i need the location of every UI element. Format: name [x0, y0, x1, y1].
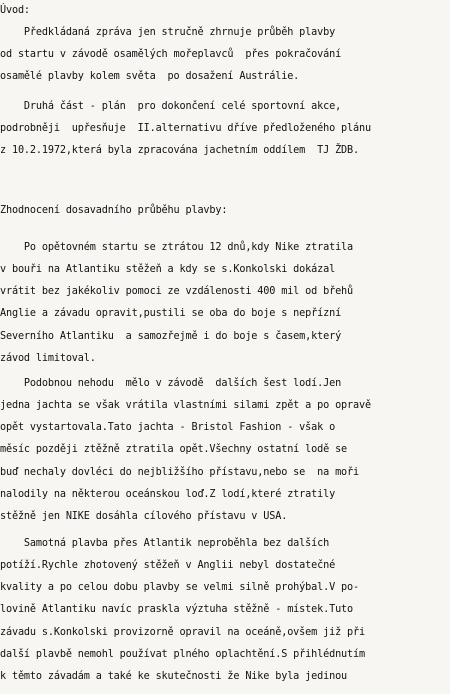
text-line: Anglie a závadu opravit,pustili se oba do boje s nepřízní	[0, 308, 342, 319]
text-line: opět vystartovala.Tato jachta - Bristol Fashion - však o	[0, 422, 336, 433]
text-line: Severního Atlantiku a samozřejmě i do boje s časem,který	[0, 331, 342, 342]
text-line: z 10.2.1972,která byla zpracována jachetním oddílem TJ ŽDB.	[0, 145, 360, 156]
text-line: závadu s.Konkolski provizorně opravil na oceáně,ovšem již při	[0, 627, 365, 638]
text-line: závod limitoval.	[0, 353, 96, 364]
text-line: Po opětovném startu se ztrátou 12 dnů,kdy Nike ztratila	[0, 242, 354, 253]
text-line: Předkládaná zpráva jen stručně zhrnuje průběh plavby	[0, 27, 336, 38]
text-line: od startu v závodě osamělých mořeplavců přes pokračování	[0, 49, 342, 60]
text-line: kvality a po celou dobu plavby se velmi silně prohýbal.V po-	[0, 582, 360, 593]
heading-zhodnoceni: Zhodnocení dosavadního průběhu plavby:	[0, 205, 228, 216]
text-line: nalodily na některou oceánskou loď.Z lodí,které ztratily	[0, 489, 336, 500]
text-line: stěžně jen NIKE dosáhla cílového přístavu v USA.	[0, 511, 288, 522]
text-line: Druhá část - plán pro dokončení celé sportovní akce,	[0, 101, 342, 112]
text-line: měsíc později ztěžně ztratila opět.Všechny ostatní lodě se	[0, 444, 348, 455]
text-line: jedna jachta se však vrátila vlastními silami zpět a po opravě	[0, 400, 371, 411]
text-line: Samotná plavba přes Atlantik neproběhla bez dalších	[0, 538, 330, 549]
text-line: osamělé plavby kolem světa po dosažení Austrálie.	[0, 71, 300, 82]
text-line: k těmto závadám a také ke skutečnosti že Nike byla jedinou	[0, 671, 348, 682]
text-line: vrátit bez jakékoliv pomoci ze vzdálenosti 400 mil od břehů	[0, 286, 354, 297]
text-line: další plavbě nemohl používat plného oplachtění.S přihlédnutím	[0, 649, 365, 660]
text-line: buď nechaly dovléci do nejbližšího přístavu,nebo se na moři	[0, 467, 360, 478]
text-line: v bouři na Atlantiku stěžeň a kdy se s.Konkolski dokázal	[0, 264, 336, 275]
text-line: Podobnou nehodu mělo v závodě dalších šest lodí.Jen	[0, 378, 342, 389]
text-line: lovině Atlantiku navíc praskla výztuha stěžně - místek.Tuto	[0, 604, 354, 615]
text-line: podrobněji upřesňuje II.alternativu dříve předloženého plánu	[0, 123, 371, 134]
text-line: potíží.Rychle zhotovený stěžeň v Anglii nebyl dostatečné	[0, 560, 336, 571]
heading-uvod: Úvod:	[0, 5, 30, 16]
